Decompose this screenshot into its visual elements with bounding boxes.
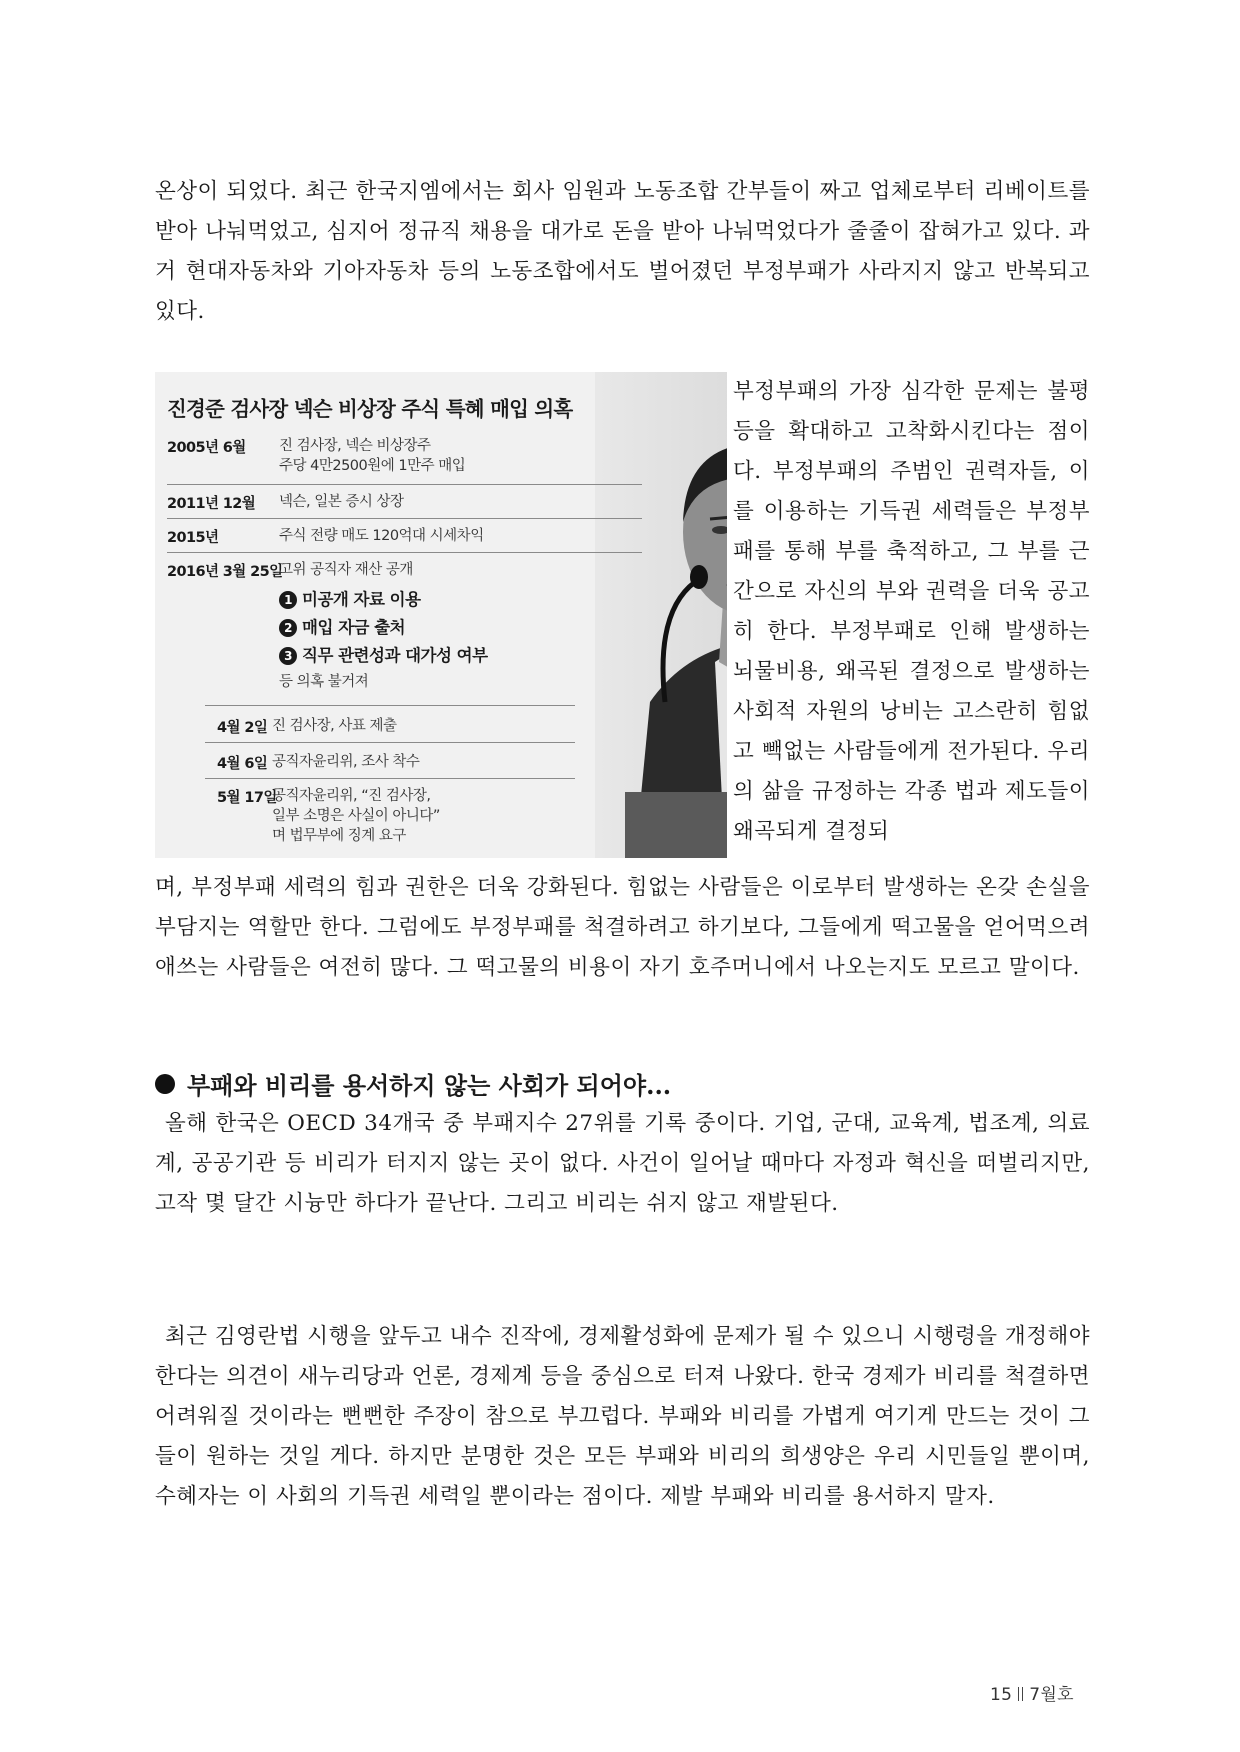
timeline-date: 2016년 3월 25일 <box>167 564 283 580</box>
divider <box>205 705 575 706</box>
paragraph-4: 최근 김영란법 시행을 앞두고 내수 진작에, 경제활성화에 문제가 될 수 있으니 시행령을 개정해야 한다는 의견이 새누리당과 언론, 경제계 등을 중심으로 터져 나왔다. 한국 경제가 비리를 척결하면 어려워질 것이라는 뻔뻔한 주장이 참으로 부끄럽다. 부패와 비리를 가볍게 여기게 만드는 것이 그들이 원하는 것일 게다. 하지만 분명한 것은 모든 부패와 비리의 희생양은 우리 시민들일 뿐이며, 수혜자는 이 사회의 기득권 세력일 뿐이라는 점이다. 제발 부패와 비리를 용서하지 말자. <box>155 1324 1090 1509</box>
page-number: 15 <box>990 1685 1013 1705</box>
divider <box>167 518 642 519</box>
timeline-date: 4월 2일 <box>217 720 268 736</box>
divider <box>167 484 642 485</box>
paragraph-1: 온상이 되었다. 최근 한국지엠에서는 회사 임원과 노동조합 간부들이 짜고 업체로부터 리베이트를 받아 나눠먹었고, 심지어 정규직 채용을 대가로 돈을 받아 나눠먹었다가 줄줄이 잡혀가고 있다. 과거 현대자동차와 기아자동차 등의 노동조합에서도 벌어졌던 부정부패가 사라지지 않고 반복되고 있다. <box>155 179 1090 324</box>
timeline-date: 2011년 12월 <box>167 496 256 512</box>
paragraph-3: 올해 한국은 OECD 34개국 중 부패지수 27위를 기록 중이다. 기업, 군대, 교육계, 법조계, 의료계, 공공기관 등 비리가 터지지 않는 곳이 없다. 사건이 일어날 때마다 자정과 혁신을 떠벌리지만, 고작 몇 달간 시늉만 하다가 끝난다. 그리고 비리는 쉬지 않고 재발된다. <box>155 1111 1090 1216</box>
section-heading <box>155 1066 1090 1101</box>
timeline-text: 진 검사장, 넥슨 비상장주 주당 4만2500원에 1만주 매입 <box>279 438 466 474</box>
news-graphic <box>155 372 727 858</box>
paragraph-2-continued: 며, 부정부패 세력의 힘과 권한은 더욱 강화된다. 힘없는 사람들은 이로부터 발생하는 온갖 손실을 부담지는 역할만 한다. 그럼에도 부정부패를 척결하려고 하기보다, 그들에게 떡고물을 얻어먹으려 애쓰는 사람들은 여전히 많다. 그 떡고물의 비용이 자기 호주머니에서 나오는지도 모르고 말이다. <box>155 875 1090 980</box>
allegation-tail: 등 의혹 불거져 <box>279 674 369 690</box>
separator-icon <box>1018 1687 1023 1701</box>
timeline-date: 4월 6일 <box>217 756 268 772</box>
bullet-icon <box>155 1074 175 1094</box>
page-footer <box>990 1680 1074 1705</box>
section-heading-text: 부패와 비리를 용서하지 않는 사회가 되어야... <box>187 1071 672 1100</box>
timeline-text: 주식 전량 매도 120억대 시세차익 <box>279 528 484 544</box>
divider <box>167 552 642 553</box>
timeline-text: 공직자윤리위, “진 검사장, 일부 소명은 사실이 아니다” 며 법무부에 징계 요구 <box>272 788 440 844</box>
graphic-title: 진경준 검사장 넥슨 비상장 주식 특혜 매입 의혹 <box>167 397 573 421</box>
allegation-item: 2 매입 자금 출처 <box>279 614 727 642</box>
allegation-item: 1 미공개 자료 이용 <box>279 586 727 614</box>
timeline-text: 공직자윤리위, 조사 착수 <box>272 754 420 770</box>
issue-label: 7월호 <box>1029 1685 1074 1705</box>
divider <box>205 742 575 743</box>
allegation-item: 3 직무 관련성과 대가성 여부 <box>279 642 727 670</box>
paragraph-2-wrapped: 부정부패의 가장 심각한 문제는 불평등을 확대하고 고착화시킨다는 점이다. 부정부패의 주범인 권력자들, 이를 이용하는 기득권 세력들은 부정부패를 통해 부를 축적하고, 그 부를 근간으로 자신의 부와 권력을 더욱 공고히 한다. 부정부패로 인해 발생하는 뇌물비용, 왜곡된 결정으로 발생하는 사회적 자원의 낭비는 고스란히 힘없고 빽없는 사람들에게 전가된다. 우리의 삶을 규정하는 각종 법과 제도들이 왜곡되게 결정되 <box>733 379 1090 844</box>
timeline-date: 5월 17일 <box>217 790 277 806</box>
divider <box>205 778 575 779</box>
timeline-date: 2005년 6월 <box>167 440 246 456</box>
timeline-text: 넥슨, 일본 증시 상장 <box>279 494 404 510</box>
timeline-date: 2015년 <box>167 530 219 546</box>
allegation-list <box>279 586 727 691</box>
timeline-text: 진 검사장, 사표 제출 <box>272 718 397 734</box>
timeline-text: 고위 공직자 재산 공개 <box>279 562 413 578</box>
